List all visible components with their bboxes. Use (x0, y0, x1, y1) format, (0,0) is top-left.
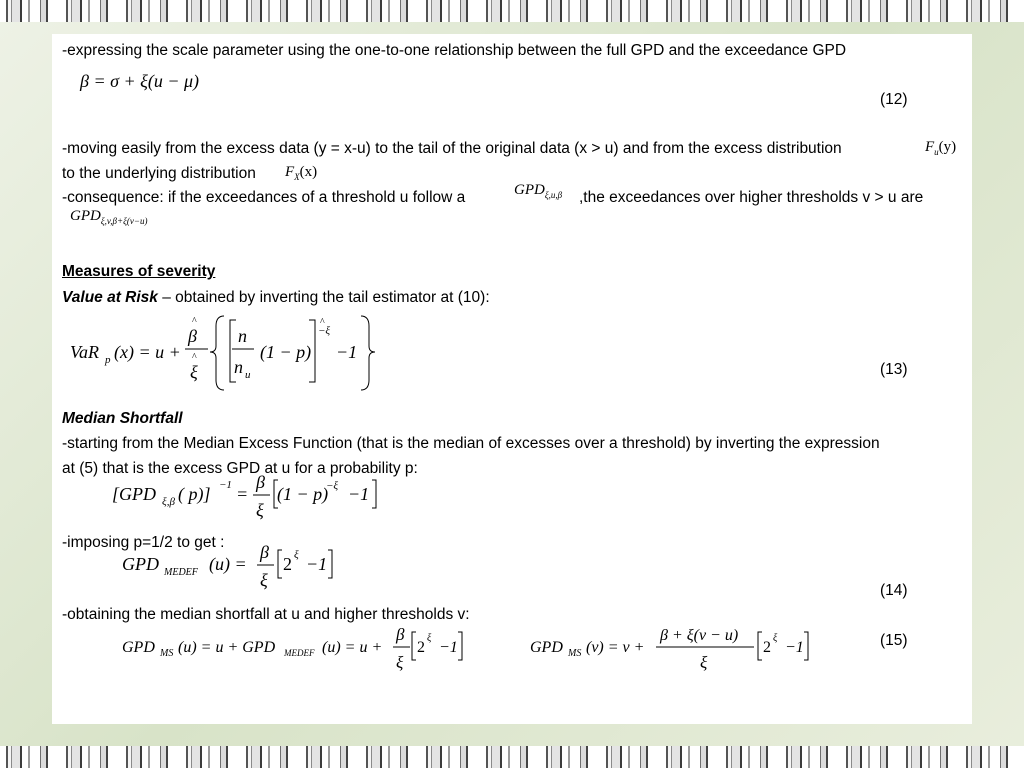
ms-v-subscript: MS (568, 648, 582, 659)
var-subscript: p (105, 354, 111, 366)
ms-u-left-bracket (412, 632, 416, 660)
formula-gpd-v (70, 208, 147, 226)
value-at-risk-title: Value at Risk (62, 289, 158, 306)
ms-u-right-bracket (458, 632, 462, 660)
gpd-v-symbol: GPD (70, 208, 101, 224)
ms-v-right-bracket (804, 632, 808, 660)
fx-argument: (x) (299, 164, 318, 180)
medef-left-bracket (278, 550, 282, 578)
ms-u-subscript: MS (160, 648, 174, 659)
formula-fx (285, 164, 317, 182)
medef-argument: (u) = (209, 554, 247, 574)
medef-two: 2 (283, 554, 292, 574)
medef-lhs: GPD (122, 554, 159, 574)
text-line-underlying-distribution: to the underlying distribution (62, 165, 256, 182)
ms-u-two: 2 (417, 639, 425, 656)
text-line-excess-gpd: at (5) that is the excess GPD at u for a probability p: (62, 460, 418, 477)
text-line-imposing: -imposing p=1/2 to get : (62, 534, 225, 551)
left-curly-brace (210, 316, 224, 390)
ms-v-exponent: ξ (773, 633, 778, 644)
fu-symbol: F (925, 139, 935, 155)
inverse-one-minus-p: (1 − p) (277, 484, 329, 504)
inverse-equals: = (236, 484, 249, 504)
top-decorative-stripe (0, 0, 1024, 22)
xi-hat-mark: ^ (192, 352, 197, 363)
ms-v-xi: ξ (700, 653, 708, 672)
exponent-hat-mark: ^ (320, 317, 325, 328)
ms-u-middle-end: (u) = u + (322, 639, 383, 656)
formula-13-var (66, 310, 386, 394)
formula-fu (925, 139, 956, 157)
medef-beta: β (260, 542, 269, 562)
medef-right-bracket (328, 550, 332, 578)
text-line-median-excess: -starting from the Median Excess Function (that is the median of excesses over a threshold) by inverting the expression (62, 435, 880, 452)
content-panel (52, 34, 972, 724)
median-shortfall-title: Median Shortfall (62, 410, 183, 427)
equation-number-12: (12) (880, 91, 908, 108)
text-line-consequence: -consequence: if the exceedances of a threshold u follow a (62, 189, 466, 206)
equation-number-15: (15) (880, 632, 908, 649)
gpd-u-symbol: GPD (514, 182, 545, 198)
ms-v-numerator: β + ξ(v − u) (660, 627, 739, 644)
ms-u-minus-one: −1 (439, 639, 458, 656)
ms-v-middle: (v) = v + (586, 639, 645, 656)
text-line-consequence-end: ,the exceedances over higher thresholds v > u are (579, 189, 924, 206)
inverse-argument: ( p)] (178, 484, 211, 504)
inverse-xi: ξ (256, 500, 264, 520)
formula-gpd-ms-v (530, 624, 820, 676)
medef-subscript: MEDEF (164, 567, 198, 578)
inverse-lhs: [GPD (112, 484, 156, 504)
n-u-denominator: n (234, 357, 243, 377)
fu-argument: (y) (938, 139, 957, 155)
medef-minus-one: −1 (306, 554, 328, 574)
ms-u-middle-subscript: MEDEF (284, 648, 315, 658)
ms-u-middle: (u) = u + GPD (178, 639, 276, 656)
medef-xi: ξ (260, 570, 268, 590)
section-heading-measures-of-severity: Measures of severity (62, 263, 216, 280)
formula-gpd-ms-u (122, 624, 472, 676)
formula-gpd-medef (122, 540, 352, 592)
var-lhs: VaR (70, 342, 99, 362)
n-u-subscript: u (245, 369, 251, 381)
inverse-exponent: −ξ (326, 480, 339, 492)
equation-number-13: (13) (880, 361, 908, 378)
formula-gpd-u (514, 182, 562, 200)
ms-u-exponent: ξ (427, 633, 432, 644)
ms-u-lhs: GPD (122, 639, 155, 656)
var-exponent: −ξ (318, 325, 331, 337)
xi-hat: ξ (190, 362, 198, 382)
text-line-scale-parameter: -expressing the scale parameter using the one-to-one relationship between the full GPD and the exceedance GPD (62, 42, 847, 59)
bottom-decorative-stripe (0, 746, 1024, 768)
inverse-superscript: −1 (219, 479, 232, 491)
beta-hat-mark: ^ (192, 316, 197, 327)
text-line-excess-data: -moving easily from the excess data (y = x-u) to the tail of the original data (x > u) and from the excess distribution (62, 140, 842, 157)
inverse-right-bracket (372, 480, 376, 508)
medef-exponent: ξ (294, 549, 299, 561)
n-numerator: n (238, 326, 247, 346)
inverse-beta: β (256, 472, 265, 492)
gpd-v-subscript: ξ,v,β+ξ(v−u) (100, 216, 148, 226)
formula-12: β = σ + ξ(u − μ) (80, 71, 200, 91)
fx-symbol: F (285, 164, 295, 180)
beta-hat: β (188, 326, 197, 346)
ms-v-two: 2 (763, 639, 771, 656)
ms-v-minus-one: −1 (785, 639, 804, 656)
var-middle: (x) = u + (114, 342, 181, 362)
ms-u-beta: β (396, 625, 405, 644)
fx-subscript: X (294, 172, 300, 182)
equation-number-14: (14) (880, 582, 908, 599)
formula-inverse-gpd (110, 472, 390, 528)
minus-one: −1 (336, 342, 358, 362)
ms-v-left-bracket (758, 632, 762, 660)
inverse-minus-one: −1 (348, 484, 370, 504)
value-at-risk-description: – obtained by inverting the tail estimator at (10): (157, 289, 490, 306)
inverse-subscript: ξ,β (162, 496, 175, 508)
ms-v-lhs: GPD (530, 639, 563, 656)
value-at-risk-line (62, 289, 490, 307)
text-line-obtaining: -obtaining the median shortfall at u and higher thresholds v: (62, 606, 470, 623)
fu-subscript: u (934, 147, 939, 157)
gpd-u-subscript: ξ,u,β (544, 190, 563, 200)
right-curly-brace (361, 316, 375, 390)
one-minus-p: (1 − p) (260, 342, 312, 362)
ms-u-xi: ξ (396, 653, 404, 672)
